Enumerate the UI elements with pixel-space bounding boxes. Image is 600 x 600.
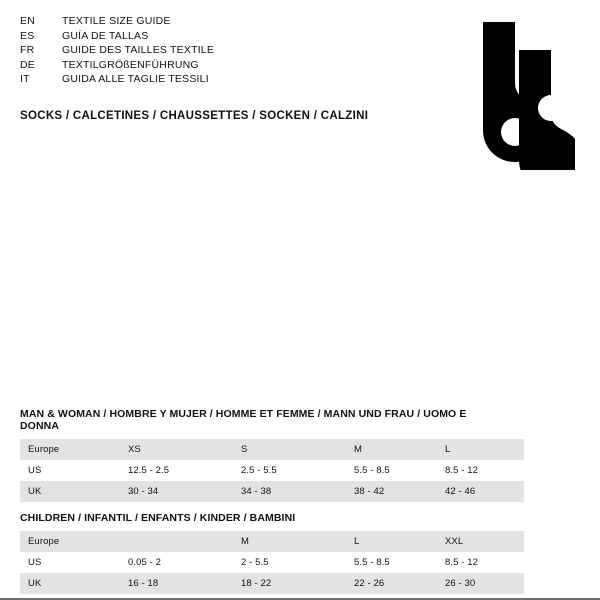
table-row [20,439,524,460]
table-row [20,460,524,481]
cell-us-s: 2.5 - 5.5 [233,460,346,481]
cell-uk-m: 38 - 42 [346,481,437,502]
table-row [20,573,524,594]
socks-icon [415,20,575,170]
language-list [20,16,400,89]
cell-us-m: 2 - 5.5 [233,552,346,573]
language-text-en: TEXTILE SIZE GUIDE [62,15,171,27]
language-text-de: TEXTILGRÖßENFÜHRUNG [62,58,199,71]
table-title-man-woman: MAN & WOMAN / HOMBRE Y MUJER / HOMME ET FEMME / MANN UND FRAU / UOMO E DONNA [20,408,467,432]
language-code-it: IT [20,73,30,85]
cell-us-m: 5.5 - 8.5 [346,460,437,481]
cell-uk-xs: 30 - 34 [120,481,233,502]
cell-uk-c1: 16 - 18 [120,573,233,594]
language-row-de [20,60,400,71]
cell-uk-m: 18 - 22 [233,573,346,594]
language-row-en [20,16,400,27]
cell-us-l: 5.5 - 8.5 [346,552,437,573]
table-section-children [20,512,484,594]
language-row-es [20,31,400,42]
language-code-en: EN [20,15,35,27]
column-header-l: L [346,531,437,552]
cell-uk-xxl: 26 - 30 [437,573,524,594]
column-header-l: L [437,439,524,460]
page-subtitle: SOCKS / CALCETINES / CHAUSSETTES / SOCKEN / CALZINI [20,110,369,122]
language-row-fr [20,45,400,56]
table-section-man-woman [20,408,484,502]
cell-us-xs: 12.5 - 2.5 [120,460,233,481]
cell-us-l: 8.5 - 12 [437,460,524,481]
column-header-blank [120,531,233,552]
size-table-man-woman [20,439,524,502]
column-header-s: S [233,439,346,460]
row-label-us: US [20,460,120,481]
row-label-us: US [20,552,120,573]
cell-uk-l: 42 - 46 [437,481,524,502]
language-text-it: GUIDA ALLE TAGLIE TESSILI [62,73,209,85]
language-text-fr: GUIDE DES TAILLES TEXTILE [62,44,215,56]
cell-uk-l: 22 - 26 [346,573,437,594]
cell-uk-s: 34 - 38 [233,481,346,502]
size-table-children [20,531,524,594]
column-header-europe: Europe [20,531,120,552]
table-row [20,552,524,573]
column-header-m: M [346,439,437,460]
column-header-m: M [233,531,346,552]
table-title-children: CHILDREN / INFANTIL / ENFANTS / KINDER / BAMBINI [20,512,296,524]
language-text-es: GUÍA DE TALLAS [62,29,149,42]
row-label-uk: UK [20,481,120,502]
table-row [20,481,524,502]
row-label-uk: UK [20,573,120,594]
language-code-de: DE [20,58,35,71]
table-row [20,531,524,552]
column-header-europe: Europe [20,439,120,460]
language-code-fr: FR [20,44,35,56]
cell-us-xxl: 8.5 - 12 [437,552,524,573]
column-header-xs: XS [120,439,233,460]
cell-us-c1: 0.05 - 2 [120,552,233,573]
language-code-es: ES [20,29,35,42]
column-header-xxl: XXL [437,531,524,552]
language-row-it [20,74,400,85]
